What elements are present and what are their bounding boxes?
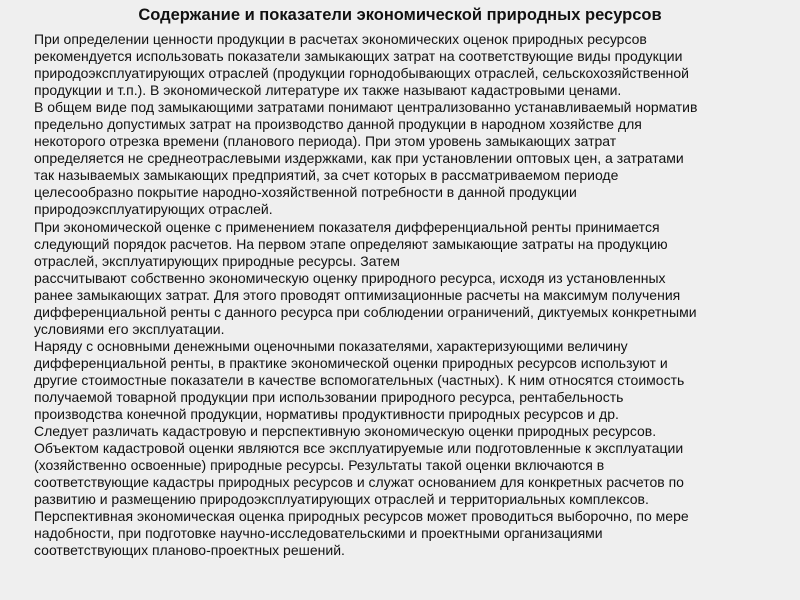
paragraph: В общем виде под замыкающими затратами понимают централизованно устанавливаемый норматив предельно допустимых затрат на производство данной продукции в народном хозяйстве для некоторого отрезка времени (планового периода). При этом уровень замыкающих затрат определяется не среднеотраслевыми издержками, как при установлении оптовых цен, а затратами так называемых замыкающих предприятий, за счет которых в рассматриваемом периоде целесообразно покрытие народно-хозяйственной потребности в данной продукции природоэксплуатирующих отраслей. (34, 99, 698, 218)
document-title: Содержание и показатели экономической природных ресурсов (138, 6, 662, 24)
paragraph: При определении ценности продукции в расчетах экономических оценок природных ресурсов рекомендуется использовать показатели замыкающих затрат на соответствующие виды продукции природоэксплуатирующих отраслей (продукции горнодобывающих отраслей, сельскохозяйственной продукции и т.п.). В экономической литературе их также называют кадастровыми ценами. (34, 31, 689, 99)
document-body (34, 31, 774, 559)
paragraph: Следует различать кадастровую и перспективную экономическую оценки природных ресурсов. Объектом кадастровой оценки являются все эксплуатируемые или подготовленные к эксплуатации (хозяйственно освоенные) природные ресурсы. Результаты такой оценки включаются в соответствующие кадастры природных ресурсов и служат основанием для конкретных расчетов по развитию и размещению природоэксплуатирующих отраслей и территориальных комплексов. (34, 423, 684, 508)
paragraph: Наряду с основными денежными оценочными показателями, характеризующими величину дифференциальной ренты, в практике экономической оценки природных ресурсов используют и другие стоимостные показатели в качестве вспомогательных (частных). К ним относятся стоимость получаемой товарной продукции при использовании природного ресурса, рентабельность производства конечной продукции, нормативы продуктивности природных ресурсов и др. (34, 337, 685, 423)
paragraph: При экономической оценке с применением показателя дифференциальной ренты принимается следующий порядок расчетов. На первом этапе определяют замыкающие затраты на продукцию отраслей, эксплуатирующих природные ресурсы. Затем рассчитывают собственно экономическую оценку природного ресурса, исходя из установленных ранее замыкающих затрат. Для этого проводят оптимизационные расчеты на максимум получения дифференциальной ренты с данного ресурса при соблюдении ограничений, диктуемых конкретными условиями его эксплуатации. (34, 218, 697, 337)
paragraph: Перспективная экономическая оценка природных ресурсов может проводиться выборочно, по мере надобности, при подготовке научно-исследовательскими и проектными организациями соответствующих планово-проектных решений. (34, 508, 689, 559)
